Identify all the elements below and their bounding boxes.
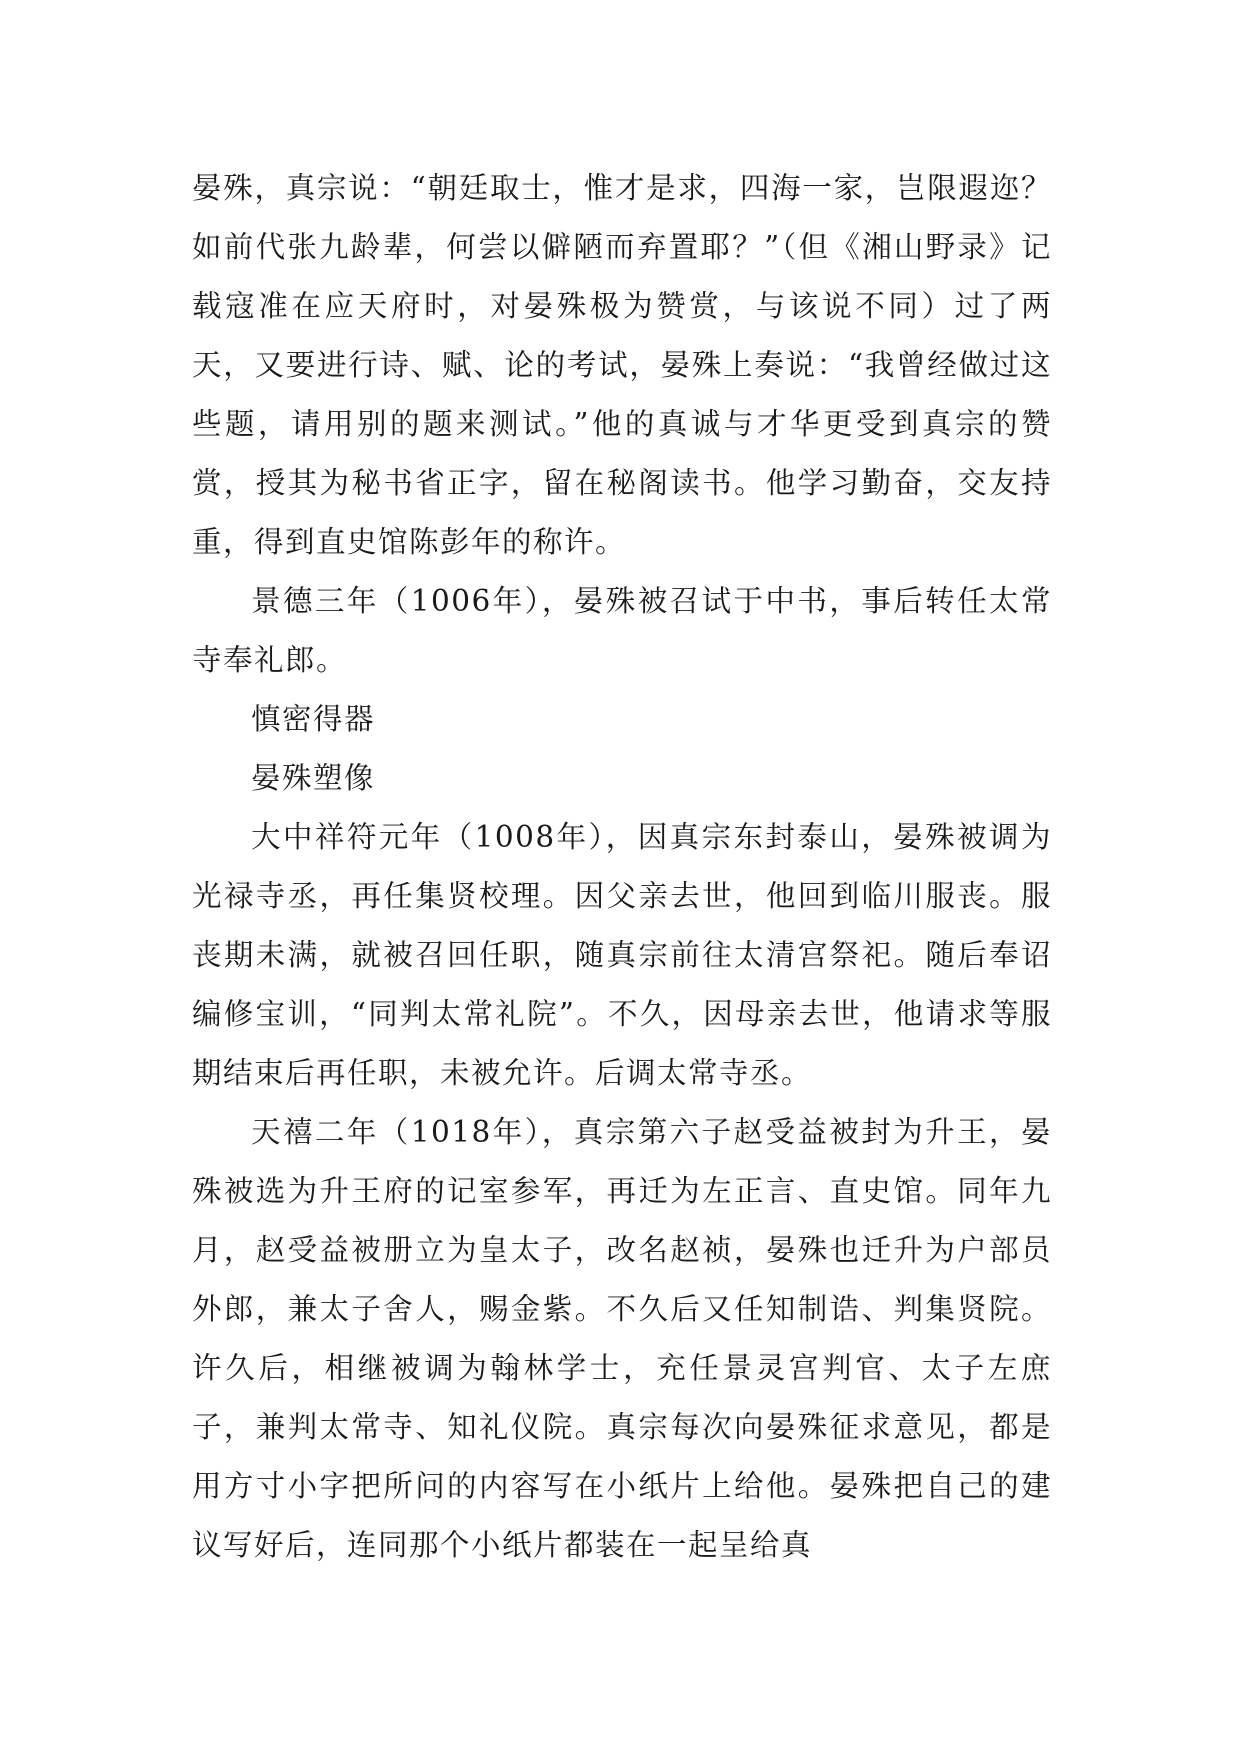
paragraph-1: 晏殊，真宗说：“朝廷取士，惟才是求，四海一家，岂限遐迩？如前代张九龄辈，何尝以僻陋而弃置耶？”（但《湘山野录》记载寇准在应天府时，对晏殊极为赞赏，与该说不同）过了两天，又要进行诗、赋、论的考试，晏殊上奏说：“我曾经做过这些题，请用别的题来测试。”他的真诚与才华更受到真宗的赞赏，授其为秘书省正字，留在秘阁读书。他学习勤奋，交友持重，得到直史馆陈彭年的称许。 [192,171,1052,559]
section-heading: 慎密得器 [251,702,376,736]
image-caption: 晏殊塑像 [251,761,376,795]
paragraph-3: 大中祥符元年（1008年），因真宗东封泰山，晏殊被调为光禄寺丞，再任集贤校理。因父亲去世，他回到临川服丧。服丧期未满，就被召回任职，随真宗前往太清宫祭祀。随后奉诏编修宝训，“同判太常礼院”。不久，因母亲去世，他请求等服期结束后再任职，未被允许。后调太常寺丞。 [192,820,1052,1090]
document-body [192,159,1052,1575]
paragraph-2: 景德三年（1006年），晏殊被召试于中书，事后转任太常寺奉礼郎。 [192,584,1052,677]
paragraph-4: 天禧二年（1018年），真宗第六子赵受益被封为升王，晏殊被选为升王府的记室参军，再迁为左正言、直史馆。同年九月，赵受益被册立为皇太子，改名赵祯，晏殊也迁升为户部员外郎，兼太子舍人，赐金紫。不久后又任知制诰、判集贤院。许久后，相继被调为翰林学士，充任景灵宫判官、太子左庶子，兼判太常寺、知礼仪院。真宗每次向晏殊征求意见，都是用方寸小字把所问的内容写在小纸片上给他。晏殊把自己的建议写好后，连同那个小纸片都装在一起呈给真 [192,1115,1052,1562]
